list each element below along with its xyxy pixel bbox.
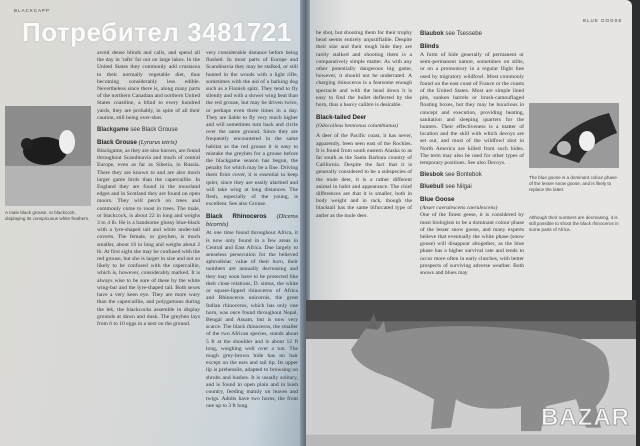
running-head-left: BLACKCAPP xyxy=(14,8,51,13)
entry-text: At one time found throughout Africa, it is now only found in a few areas in Central and East Africa. Due largely to senseless persecution for the believed aphrodisiac value of their horn, their numbers are annually decreasing and they may soon have to be protected like their close relations, D. simus, the white or square-lipped rhinoceros of Africa and Rhinoceros unicornis, the great Indian rhinoceros, which has only one horn, was once found throughout Nepal, Bengal and Assam, but is now very scarce. The black rhinoceros, the smaller of the two African species, stands about 5 ft at the shoulder and is about 12 ft long, weighing well over a ton. The tough grey-brown hide has no hair except on the ears and tail tip. Its upper lip is prehensile, adapted to browsing on shrubs and bushes. It is usually solitary, and is found in open plain and in bush country, feeding mainly on leaves and twigs. Adults have two horns, the front one up to 3 ft long. xyxy=(206,230,298,410)
cross-reference: Blesbok see Bontebok xyxy=(420,172,482,179)
black-grouse-photo xyxy=(5,106,91,206)
cross-reference: Blaubok see Tsessebe xyxy=(420,31,482,37)
blue-goose-photo xyxy=(529,103,619,168)
entry-title: Black-tailed Deer xyxy=(316,114,367,122)
bazar-logo: BAZAR xyxy=(541,404,630,431)
running-head-right: BLUE GOOSE xyxy=(583,18,623,23)
right-column-2 xyxy=(420,30,524,280)
latin-name: (Odocoileus hemionus columbianus) xyxy=(316,123,399,130)
right-page xyxy=(310,0,632,446)
left-column-2 xyxy=(206,50,298,414)
entry-title: Black Rhinoceros (Diceros bicornis) xyxy=(206,213,298,229)
entry-title: Blinds xyxy=(420,43,439,50)
photo-caption: A male black grouse, or blackcock, displaying its conspicuous white feathers. xyxy=(5,210,90,221)
paragraph: be shot, but shooting them for their trophy head seems entirely unjustifiable. Despite their size and their tough hide they are rarely stalked and shooting them is a comparatively simple matter. As with any other potentially dangerous big game, however, it should not be underrated. A charging rhinoceros is a fearsome enough spectacle and with the head down it is easy to find the bullet deflected by the horn, thus a heavy calibre is desirable. xyxy=(316,30,412,109)
cross-reference: Bluebull see Nilgai xyxy=(420,184,472,191)
entry-title: Blue Goose xyxy=(420,196,455,204)
left-page xyxy=(0,0,306,446)
right-column-1 xyxy=(316,30,412,223)
entry-text: Blackgame, as they are also known, are found throughout Scandinavia and much of central Europe, even as far as Siberia, in Russia. There they are known to and are also much larger game birds than the capercaillie. In England they are found in the moorland edges and in Scotland they are found on open moors. They will perch on trees and commonly come to roost in trees. The male, or blackcock, is about 22 in long and weighs 3 to 4 lb. He is a handsome glossy blue-black with a lyre-shaped tail and white under-tail coverts. The female, or greyhen, is much smaller, about 16 in long and weighs about 2 lb. At first sight she may be confused with the red grouse, but she is larger in size and not so likely to be confused with the capercaillie, which is, however, considerably marked. It is always wise to be sure of these by the white wing-bar and the lyre-shaped tail. Both sexes have a very keen eye. They are more wary than the capercaillie, and polygamous during the lek, the blackcocks assemble in display grounds at dawn and dusk. The greyhen lays from 6 to 10 eggs in a nest on the ground. xyxy=(97,148,200,327)
rhino-photo-caption: Although their numbers are decreasing, it is still possible to shoot the black rhinoceros in some parts of Africa. xyxy=(529,215,619,232)
user-watermark: Потребител 3481721 xyxy=(22,17,292,47)
entry-text: One of the finest geese, it is considered by most biologists to be a dominant colour phase of the lesser snow goose, and many experts believe that eventually the white phase (snow goose) will disappear altogether, as the blue phase has a higher survival rate and tends to occur more often in early clutches, with better prospects of surviving adverse weather. Both snows and blues may xyxy=(420,212,524,277)
latin-name: (Anser caerulescens caerulescens) xyxy=(420,205,498,212)
entry-title: Black Grouse (Lyrurus tetrix) xyxy=(97,139,177,147)
left-column-1 xyxy=(97,50,200,331)
entry-text: A form of hide generally of permanent or semi-permanent nature, sometimes on stilts, or on a promontory in a regular flight line used by migratory wildfowl. Most commonly found on the east coast of France or the coasts of the United States. Most are simple lined pits, sunken barrels or brush-camouflaged floating boxes, but they may be luxurious in concept and execution, providing heating, sanitation and sleeping quarters for the hunters. Their effectiveness is a matter of location and the skill with which decoys are set out, and most of the wildfowl shot in North America are killed from such hides. The term may also be used for other types of temporary positions. See also Decoys. xyxy=(420,52,524,167)
paragraph: very considerable distance before being flushed. In most parts of Europe and Scandinavia they may be stalked, or still hunted in the woods with a light rifle, sometimes with the aid of a barking dog such as a Finnish spitz. They tend to fly silently and with a slower wing beat than the red grouse, but may be driven twice, or perhaps even three times in a day. They are liable to fly very much higher and will sometimes turn back and circle over the same ground. Since they are frequently encountered in the same habitat as the red grouse it is easy to mistake the greyhen for a grouse before the blackgame season has begun, the penalty for which may be a fine. Driving them from cover, it is essential to keep quiet, since they are easily alarmed and will take wing at long distances. The flesh, especially of the young, is excellent. See also Grouse. xyxy=(206,50,298,208)
paragraph: avoid dense blinds and calls, and spend all the day in 'rafts' far out on large lakes. In the United States they commonly add crustacea to their normally vegetable diet, thus becoming considerably less edible. Nevertheless since there is, along many parts of the northern Canadian and northern United States coastline, a blind to every hundred yards, they are probably, in spite of all their caution, still being over-shot. xyxy=(97,50,200,121)
entry-text: A deer of the Pacific coast, it has never, apparently, been seen east of the Rockies. It is found from south eastern Alaska to as far south as the Santa Barbara country of California. Despite the fact that it is generally considered to be a subspecies of the mule deer, it is a rather different animal in habit and appearance. The chief differences are that it is smaller, both in body weight and in rack, though the blacktail has the same bifurcated type of antler as the mule deer. xyxy=(316,133,412,219)
cross-reference: Blackgame see Black Grouse xyxy=(97,127,178,134)
goose-photo-caption: The blue goose is a dominant colour phase of the lesser snow goose, and is likely to replace the latter. xyxy=(529,175,617,192)
